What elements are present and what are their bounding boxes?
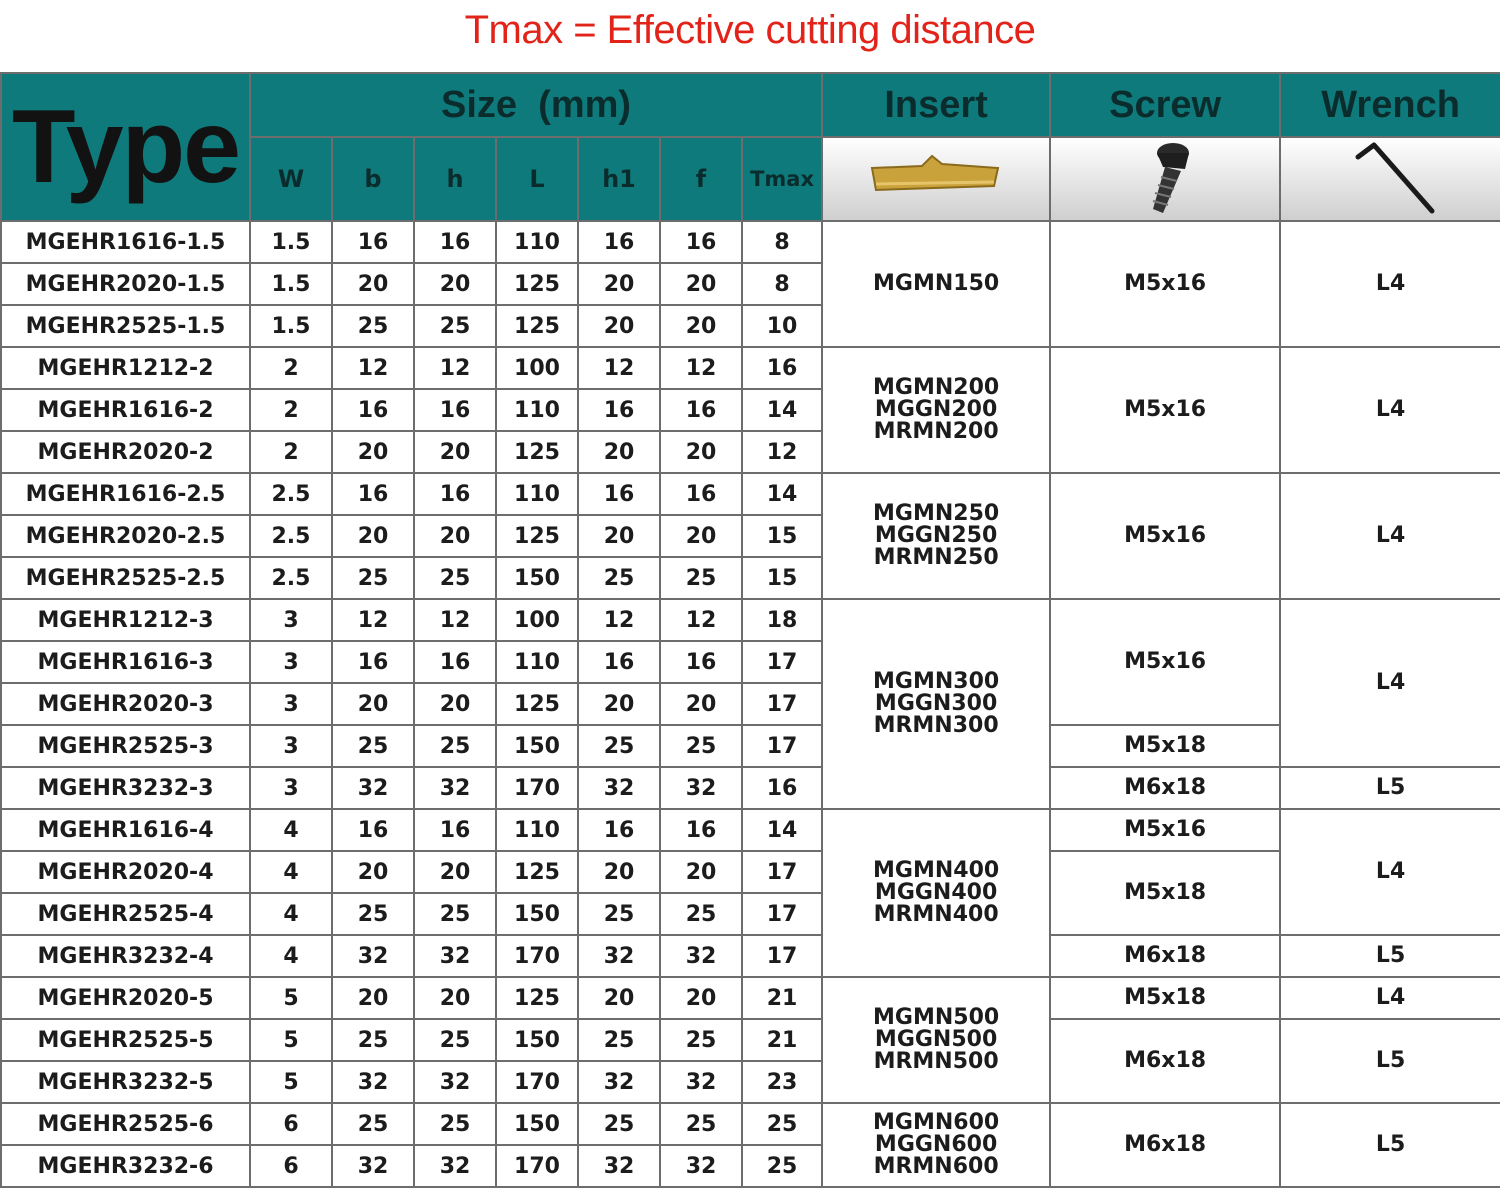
insert-model: MGGN200 [874,397,998,422]
size-w-cell: 4 [250,935,332,977]
wrench-cell: L5 [1280,1019,1500,1103]
size-b-cell: 25 [332,305,414,347]
size-l-cell: 125 [496,431,578,473]
wrench-header: Wrench [1280,73,1500,137]
size-h-cell: 25 [414,893,496,935]
size-h1-cell: 32 [578,935,660,977]
size-tmax-cell: 15 [742,515,822,557]
insert-model: MGMN150 [873,271,1000,296]
size-l-cell: 125 [496,515,578,557]
size-h1-cell: 16 [578,641,660,683]
size-l-cell: 110 [496,641,578,683]
insert-cell [822,1103,1050,1187]
insert-model: MGGN300 [874,691,998,716]
size-h-cell: 16 [414,809,496,851]
size-w-cell: 3 [250,641,332,683]
wrench-cell: L5 [1280,935,1500,977]
col-tmax-header: Tmax [742,137,822,221]
size-l-cell: 125 [496,683,578,725]
size-b-cell: 20 [332,683,414,725]
size-l-cell: 170 [496,935,578,977]
screw-cell: M5x16 [1050,221,1280,347]
table-row [1,347,1500,389]
table-row [1,599,1500,641]
col-h-header: h [414,137,496,221]
size-h-cell: 25 [414,305,496,347]
insert-model: MRMN400 [873,902,999,927]
size-b-cell: 25 [332,725,414,767]
size-h1-cell: 25 [578,725,660,767]
size-b-cell: 16 [332,221,414,263]
size-h1-cell: 12 [578,347,660,389]
size-b-cell: 20 [332,263,414,305]
model-cell: MGEHR3232-4 [1,935,250,977]
size-h-cell: 16 [414,389,496,431]
model-cell: MGEHR3232-6 [1,1145,250,1187]
insert-cell [822,809,1050,977]
size-b-cell: 20 [332,431,414,473]
size-w-cell: 5 [250,1061,332,1103]
model-cell: MGEHR2525-3 [1,725,250,767]
size-f-cell: 20 [660,431,742,473]
table-row [1,1103,1500,1145]
model-cell: MGEHR3232-5 [1,1061,250,1103]
size-tmax-cell: 8 [742,263,822,305]
size-l-cell: 100 [496,347,578,389]
insert-model: MGGN500 [874,1027,998,1052]
size-f-cell: 20 [660,515,742,557]
size-h-cell: 20 [414,683,496,725]
size-w-cell: 2 [250,389,332,431]
screw-cell: M6x18 [1050,1103,1280,1187]
size-w-cell: 1.5 [250,263,332,305]
col-w-header: W [250,137,332,221]
wrench-image-cell [1280,137,1500,221]
size-f-cell: 20 [660,977,742,1019]
size-tmax-cell: 15 [742,557,822,599]
insert-model: MGMN400 [873,858,1000,883]
size-w-cell: 3 [250,683,332,725]
insert-model: MRMN200 [873,419,999,444]
size-f-cell: 32 [660,1145,742,1187]
size-b-cell: 32 [332,935,414,977]
size-h1-cell: 20 [578,263,660,305]
size-b-cell: 32 [332,767,414,809]
insert-cell [822,599,1050,809]
insert-model: MGGN250 [874,523,998,548]
model-cell: MGEHR2525-5 [1,1019,250,1061]
size-tmax-cell: 17 [742,641,822,683]
size-f-cell: 25 [660,557,742,599]
insert-cell [822,347,1050,473]
screw-cell: M5x16 [1050,599,1280,725]
size-l-cell: 125 [496,305,578,347]
chart-caption: Tmax = Effective cutting distance [464,8,1036,52]
size-tmax-cell: 25 [742,1145,822,1187]
model-cell: MGEHR2525-2.5 [1,557,250,599]
size-b-cell: 16 [332,809,414,851]
size-h1-cell: 20 [578,851,660,893]
table-row [1,935,1500,977]
insert-image-cell [822,137,1050,221]
size-tmax-cell: 17 [742,851,822,893]
size-l-cell: 170 [496,1145,578,1187]
size-h1-cell: 25 [578,557,660,599]
size-h1-cell: 25 [578,1019,660,1061]
size-f-cell: 16 [660,221,742,263]
hex-wrench-icon [1336,139,1446,215]
size-h1-cell: 20 [578,515,660,557]
size-l-cell: 150 [496,893,578,935]
screw-cell: M6x18 [1050,767,1280,809]
model-cell: MGEHR1616-4 [1,809,250,851]
size-h1-cell: 16 [578,809,660,851]
size-h-cell: 25 [414,725,496,767]
size-h-cell: 16 [414,473,496,515]
screw-cell: M6x18 [1050,935,1280,977]
screw-cell: M6x18 [1050,1019,1280,1103]
size-f-cell: 16 [660,473,742,515]
size-w-cell: 4 [250,893,332,935]
size-f-cell: 25 [660,1103,742,1145]
size-h-cell: 32 [414,1145,496,1187]
model-cell: MGEHR1212-2 [1,347,250,389]
size-h1-cell: 32 [578,1061,660,1103]
size-h-cell: 25 [414,557,496,599]
size-w-cell: 3 [250,725,332,767]
size-h1-cell: 12 [578,599,660,641]
insert-model: MRMN300 [873,713,999,738]
size-l-cell: 100 [496,599,578,641]
size-h-cell: 20 [414,515,496,557]
size-w-cell: 2.5 [250,557,332,599]
size-f-cell: 32 [660,767,742,809]
size-w-cell: 6 [250,1103,332,1145]
model-cell: MGEHR2525-1.5 [1,305,250,347]
model-cell: MGEHR2525-4 [1,893,250,935]
wrench-cell: L4 [1280,347,1500,473]
model-cell: MGEHR1212-3 [1,599,250,641]
screw-cell: M5x18 [1050,851,1280,935]
size-tmax-cell: 12 [742,431,822,473]
size-w-cell: 5 [250,977,332,1019]
size-f-cell: 20 [660,263,742,305]
size-h1-cell: 20 [578,431,660,473]
size-w-cell: 2 [250,347,332,389]
wrench-cell: L4 [1280,221,1500,347]
size-w-cell: 1.5 [250,221,332,263]
col-b-header: b [332,137,414,221]
size-h-cell: 12 [414,347,496,389]
spec-table-body [1,221,1500,1187]
model-cell: MGEHR1616-1.5 [1,221,250,263]
size-b-cell: 25 [332,1103,414,1145]
size-b-cell: 20 [332,515,414,557]
model-cell: MGEHR3232-3 [1,767,250,809]
size-f-cell: 16 [660,809,742,851]
size-tmax-cell: 25 [742,1103,822,1145]
size-h-cell: 20 [414,977,496,1019]
size-h-cell: 20 [414,431,496,473]
table-row [1,809,1500,851]
size-h-cell: 25 [414,1019,496,1061]
model-cell: MGEHR2020-3 [1,683,250,725]
size-l-cell: 150 [496,557,578,599]
insert-cell [822,977,1050,1103]
size-h-cell: 32 [414,1061,496,1103]
size-l-cell: 170 [496,767,578,809]
size-header: Size (mm) [250,73,822,137]
model-cell: MGEHR2020-2 [1,431,250,473]
insert-model: MRMN250 [873,545,999,570]
size-l-cell: 125 [496,263,578,305]
type-header: Type [1,73,250,221]
size-tmax-cell: 21 [742,977,822,1019]
wrench-cell: L5 [1280,1103,1500,1187]
size-f-cell: 12 [660,347,742,389]
screw-cell: M5x18 [1050,725,1280,767]
size-l-cell: 150 [496,1103,578,1145]
screw-cell: M5x16 [1050,347,1280,473]
size-b-cell: 16 [332,473,414,515]
size-w-cell: 5 [250,1019,332,1061]
size-f-cell: 20 [660,851,742,893]
size-h-cell: 20 [414,263,496,305]
size-h-cell: 16 [414,221,496,263]
size-w-cell: 2.5 [250,473,332,515]
size-h1-cell: 32 [578,1145,660,1187]
size-tmax-cell: 17 [742,725,822,767]
insert-cell [822,221,1050,347]
size-b-cell: 16 [332,389,414,431]
model-cell: MGEHR1616-2 [1,389,250,431]
size-f-cell: 16 [660,641,742,683]
size-f-cell: 25 [660,1019,742,1061]
wrench-cell: L4 [1280,473,1500,599]
model-cell: MGEHR2020-1.5 [1,263,250,305]
size-h-cell: 16 [414,641,496,683]
size-b-cell: 32 [332,1061,414,1103]
insert-model: MGMN300 [873,669,1000,694]
insert-model: MRMN500 [873,1049,999,1074]
insert-model: MGMN200 [873,375,1000,400]
table-row [1,1019,1500,1061]
wrench-cell: L4 [1280,977,1500,1019]
screw-image-cell [1050,137,1280,221]
size-f-cell: 25 [660,725,742,767]
wrench-cell: L5 [1280,767,1500,809]
size-w-cell: 2.5 [250,515,332,557]
insert-header: Insert [822,73,1050,137]
size-h1-cell: 20 [578,683,660,725]
table-row [1,977,1500,1019]
size-tmax-cell: 17 [742,935,822,977]
size-b-cell: 16 [332,641,414,683]
screw-cell: M5x16 [1050,809,1280,851]
size-f-cell: 20 [660,683,742,725]
grooving-insert-icon [866,152,1006,202]
size-l-cell: 110 [496,473,578,515]
size-l-cell: 150 [496,1019,578,1061]
size-h1-cell: 20 [578,305,660,347]
table-row [1,725,1500,767]
size-b-cell: 12 [332,347,414,389]
size-tmax-cell: 17 [742,893,822,935]
size-h-cell: 20 [414,851,496,893]
size-h1-cell: 25 [578,893,660,935]
size-f-cell: 25 [660,893,742,935]
size-l-cell: 110 [496,221,578,263]
spec-table [0,72,1500,1188]
size-b-cell: 12 [332,599,414,641]
insert-model: MGMN500 [873,1005,1000,1030]
col-h1-header: h1 [578,137,660,221]
size-w-cell: 4 [250,809,332,851]
size-h1-cell: 20 [578,977,660,1019]
size-h1-cell: 16 [578,221,660,263]
size-l-cell: 110 [496,389,578,431]
screw-cell: M5x16 [1050,473,1280,599]
socket-screw-icon [1125,139,1205,215]
insert-cell [822,473,1050,599]
size-b-cell: 32 [332,1145,414,1187]
size-w-cell: 1.5 [250,305,332,347]
model-cell: MGEHR2020-5 [1,977,250,1019]
size-w-cell: 2 [250,431,332,473]
col-f-header: f [660,137,742,221]
size-h-cell: 32 [414,767,496,809]
size-h1-cell: 16 [578,473,660,515]
size-b-cell: 25 [332,557,414,599]
insert-model: MRMN600 [873,1154,999,1179]
screw-header: Screw [1050,73,1280,137]
insert-model: MGGN400 [874,880,998,905]
size-tmax-cell: 14 [742,809,822,851]
model-cell: MGEHR2525-6 [1,1103,250,1145]
model-cell: MGEHR1616-3 [1,641,250,683]
size-tmax-cell: 17 [742,683,822,725]
size-tmax-cell: 18 [742,599,822,641]
col-l-header: L [496,137,578,221]
insert-model: MGMN250 [873,501,1000,526]
wrench-cell: L4 [1280,809,1500,935]
table-row [1,221,1500,263]
size-h1-cell: 16 [578,389,660,431]
size-tmax-cell: 23 [742,1061,822,1103]
size-f-cell: 20 [660,305,742,347]
size-l-cell: 170 [496,1061,578,1103]
size-b-cell: 25 [332,1019,414,1061]
size-tmax-cell: 16 [742,767,822,809]
size-tmax-cell: 16 [742,347,822,389]
size-l-cell: 110 [496,809,578,851]
size-tmax-cell: 14 [742,473,822,515]
size-w-cell: 3 [250,599,332,641]
size-f-cell: 32 [660,1061,742,1103]
size-w-cell: 3 [250,767,332,809]
model-cell: MGEHR2020-4 [1,851,250,893]
size-b-cell: 20 [332,977,414,1019]
table-row [1,473,1500,515]
size-l-cell: 125 [496,977,578,1019]
size-w-cell: 4 [250,851,332,893]
size-b-cell: 25 [332,893,414,935]
screw-cell: M5x18 [1050,977,1280,1019]
size-f-cell: 32 [660,935,742,977]
size-tmax-cell: 8 [742,221,822,263]
size-h-cell: 25 [414,1103,496,1145]
size-f-cell: 12 [660,599,742,641]
model-cell: MGEHR2020-2.5 [1,515,250,557]
size-b-cell: 20 [332,851,414,893]
table-row [1,851,1500,893]
insert-model: MGGN600 [874,1132,998,1157]
size-h1-cell: 32 [578,767,660,809]
size-l-cell: 150 [496,725,578,767]
table-row [1,767,1500,809]
size-h-cell: 32 [414,935,496,977]
size-tmax-cell: 10 [742,305,822,347]
size-h-cell: 12 [414,599,496,641]
wrench-cell: L4 [1280,599,1500,767]
size-h1-cell: 25 [578,1103,660,1145]
insert-model: MGMN600 [873,1110,1000,1135]
size-tmax-cell: 21 [742,1019,822,1061]
size-tmax-cell: 14 [742,389,822,431]
model-cell: MGEHR1616-2.5 [1,473,250,515]
size-w-cell: 6 [250,1145,332,1187]
size-f-cell: 16 [660,389,742,431]
size-l-cell: 125 [496,851,578,893]
